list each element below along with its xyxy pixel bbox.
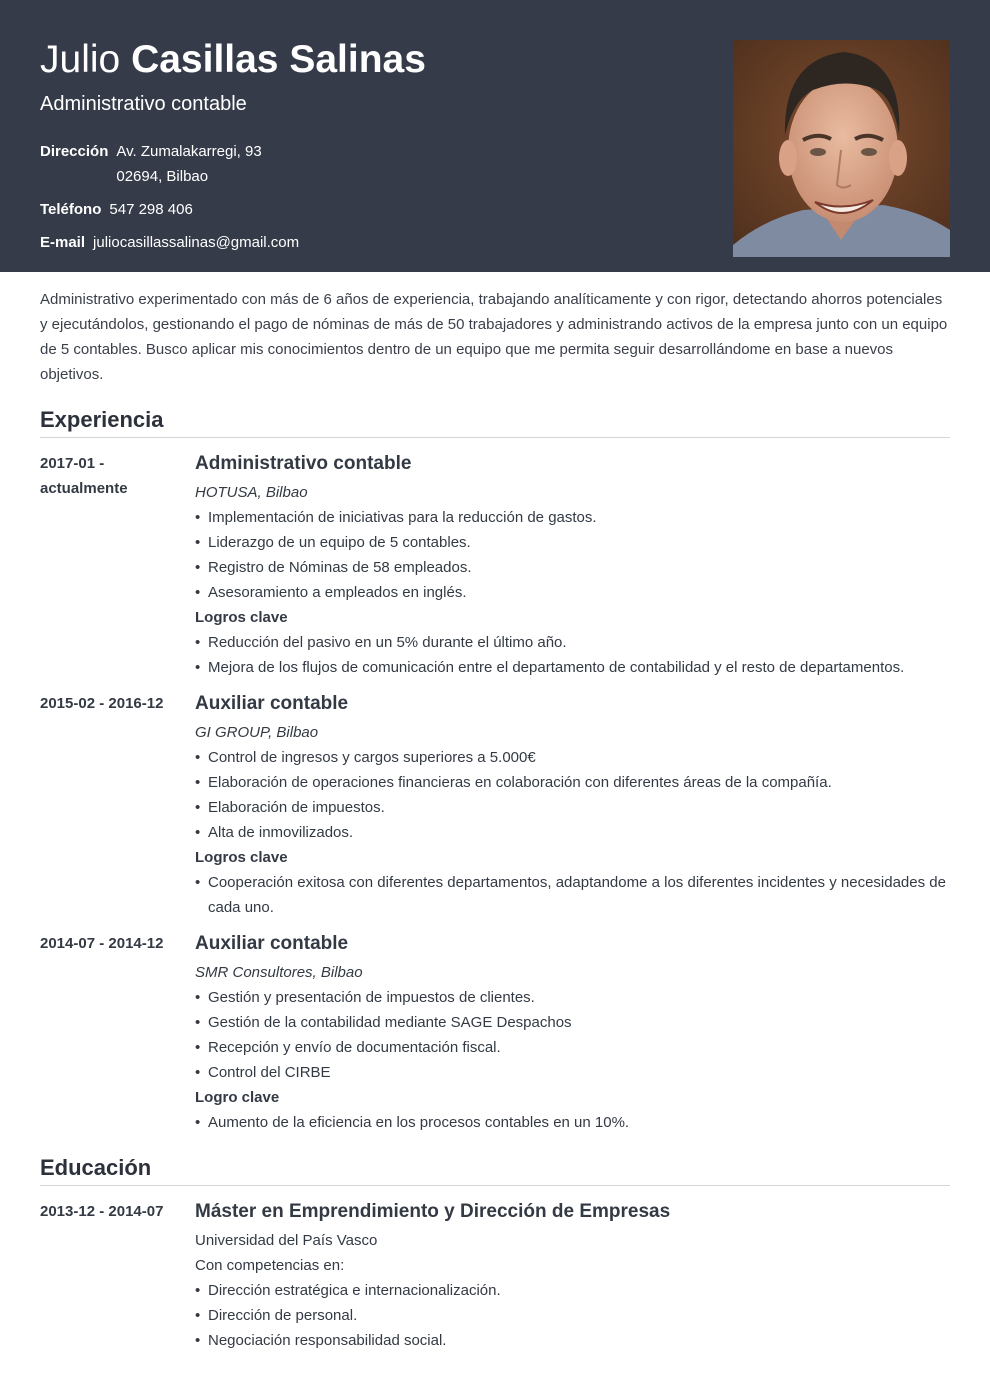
list-item: • Asesoramiento a empleados en inglés.	[195, 580, 950, 605]
list-item: • Recepción y envío de documentación fiscal.	[195, 1035, 950, 1060]
entry-company: HOTUSA, Bilbao	[195, 484, 308, 501]
last-name: Casillas Salinas	[131, 38, 426, 81]
entry-body	[195, 451, 950, 680]
resume-header	[0, 0, 990, 272]
entry-intro: Con competencias en:	[195, 1257, 345, 1274]
list-item: • Elaboración de impuestos.	[195, 795, 950, 820]
profile-summary: Administrativo experimentado con más de 6 años de experiencia, trabajando analíticamente y con rigor, detectando ahorros potenciales y ejecutándolos, gestionando el pago de nóminas de más de 50 trabajadores y administrando activos de la empresa junto con un equipo de 5 contables. Busco aplicar mis conocimientos dentro de un equipo que me permita seguir desarrollándome en base a nuevos objetivos.	[40, 291, 948, 383]
address-label: Dirección	[40, 143, 109, 160]
contact-email	[40, 230, 299, 255]
competency-list	[195, 1278, 950, 1353]
list-item: • Reducción del pasivo en un 5% durante el último año.	[195, 630, 950, 655]
date-range: 2013-12 - 2014-07	[40, 1203, 164, 1220]
entry-role: Administrativo contable	[195, 453, 412, 474]
section-title-education: Educación	[40, 1154, 950, 1186]
achievements-label: Logro clave	[195, 1089, 280, 1106]
task-list	[195, 745, 950, 845]
first-name: Julio	[40, 38, 121, 81]
task-list	[195, 985, 950, 1085]
list-item: • Dirección de personal.	[195, 1303, 950, 1328]
list-item: • Liderazgo de un equipo de 5 contables.	[195, 530, 950, 555]
list-item: • Registro de Nóminas de 58 empleados.	[195, 555, 950, 580]
contact-phone	[40, 197, 193, 222]
entry-company: GI GROUP, Bilbao	[195, 724, 319, 741]
list-item: • Elaboración de operaciones financieras en colaboración con diferentes áreas de la compañía.	[195, 770, 950, 795]
achievement-list	[195, 870, 950, 920]
entry-institution: Universidad del País Vasco	[195, 1232, 378, 1249]
address-line2: 02694, Bilbao	[116, 168, 209, 185]
list-item: • Negociación responsabilidad social.	[195, 1328, 950, 1353]
list-item: • Cooperación exitosa con diferentes departamentos, adaptandome a los diferentes incidentes y necesidades de cada uno.	[195, 870, 950, 920]
section-title-experience: Experiencia	[40, 406, 950, 438]
task-list	[195, 505, 950, 605]
phone-label: Teléfono	[40, 201, 102, 218]
email-label: E-mail	[40, 234, 86, 251]
list-item: • Implementación de iniciativas para la reducción de gastos.	[195, 505, 950, 530]
entry-date	[40, 1199, 180, 1224]
entry-body	[195, 691, 950, 920]
address-line1: Av. Zumalakarregi, 93	[116, 143, 262, 160]
achievements-label: Logros clave	[195, 609, 288, 626]
email-value: juliocasillassalinas@gmail.com	[93, 234, 300, 251]
address-value	[116, 139, 261, 189]
entry-date	[40, 691, 180, 716]
date-range: 2014-07 - 2014-12	[40, 935, 164, 952]
entry-date	[40, 931, 180, 956]
list-item: • Gestión de la contabilidad mediante SAGE Despachos	[195, 1010, 950, 1035]
contact-address	[40, 139, 262, 189]
list-item: • Gestión y presentación de impuestos de clientes.	[195, 985, 950, 1010]
list-item: • Aumento de la eficiencia en los procesos contables en un 10%.	[195, 1110, 950, 1135]
list-item: • Control del CIRBE	[195, 1060, 950, 1085]
list-item: • Mejora de los flujos de comunicación entre el departamento de contabilidad y el resto de departamentos.	[195, 655, 950, 680]
entry-degree: Máster en Emprendimiento y Dirección de Empresas	[195, 1201, 671, 1222]
profile-photo	[733, 40, 950, 257]
entry-date	[40, 451, 180, 501]
entry-company: SMR Consultores, Bilbao	[195, 964, 363, 981]
entry-body	[195, 931, 950, 1135]
entry-role: Auxiliar contable	[195, 693, 349, 714]
list-item: • Control de ingresos y cargos superiores a 5.000€	[195, 745, 950, 770]
date-range: 2015-02 - 2016-12	[40, 695, 164, 712]
date-start: 2017-01 -	[40, 455, 105, 472]
list-item: • Alta de inmovilizados.	[195, 820, 950, 845]
achievements-label: Logros clave	[195, 849, 288, 866]
achievement-list	[195, 630, 950, 680]
job-title: Administrativo contable	[40, 93, 247, 115]
list-item: • Dirección estratégica e internacionalización.	[195, 1278, 950, 1303]
achievement-list	[195, 1110, 950, 1135]
entry-body	[195, 1199, 950, 1353]
entry-role: Auxiliar contable	[195, 933, 349, 954]
full-name	[40, 37, 426, 83]
date-end: actualmente	[40, 480, 128, 497]
phone-value: 547 298 406	[109, 201, 193, 218]
person-portrait-icon	[733, 40, 950, 257]
